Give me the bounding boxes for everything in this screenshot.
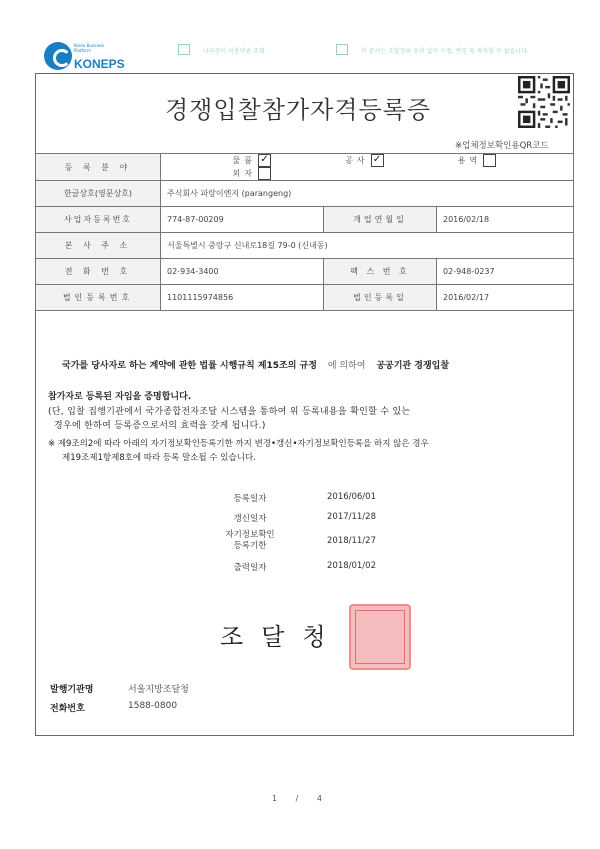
opened-label: 개업연월일 xyxy=(324,207,437,233)
corpdate-value: 2016/02/17 xyxy=(437,285,574,311)
category-construction: 공사 ✓ xyxy=(274,154,384,167)
header-note-left: 나라장터 이용약관 조회 xyxy=(203,48,265,55)
printed-date-label: 출력일자 xyxy=(233,563,267,573)
agency-label: 발행기관명 xyxy=(50,685,94,695)
bizno-value: 774-87-00209 xyxy=(161,207,324,233)
renewed-date-label: 갱신일자 xyxy=(233,514,267,524)
certify-line: 참가자로 등록된 자임을 증명합니다. xyxy=(48,392,192,402)
table-row xyxy=(36,259,574,285)
construction-checkbox[interactable]: ✓ xyxy=(371,154,384,167)
table-row xyxy=(36,285,574,311)
phone-label: 전 화 번 호 xyxy=(36,259,161,285)
qr-code[interactable] xyxy=(518,76,570,128)
proviso-line-2: 경우에 한하여 등록증으로서의 효력을 갖게 됩니다.) xyxy=(54,421,266,431)
monitor-icon xyxy=(336,44,348,55)
category-service: 용역 xyxy=(386,154,496,167)
tel-label: 전화번호 xyxy=(50,704,85,714)
registered-date-label: 등록일자 xyxy=(233,494,267,504)
foreign-checkbox[interactable] xyxy=(258,167,271,180)
category-label: 등 록 분 야 xyxy=(36,154,161,181)
self-check-deadline-value: 2018/11/27 xyxy=(327,536,376,546)
registration-table xyxy=(35,153,574,311)
table-row xyxy=(36,181,574,207)
company-label: 한글상호(영문상호) xyxy=(36,181,161,207)
table-row xyxy=(36,207,574,233)
opened-value: 2016/02/18 xyxy=(437,207,574,233)
corpdate-label: 법인등록일 xyxy=(324,285,437,311)
bizno-label: 사업자등록번호 xyxy=(36,207,161,233)
note-line-1: ※ 제9조의2에 따라 아래의 자기정보확인등록기한 까지 변경•갱신•자기정보확인등록을 하지 않은 경우 xyxy=(48,439,429,449)
company-value: 주식회사 파랑이엔지 (parangeng) xyxy=(161,181,574,207)
address-value: 서울특별시 중랑구 신내로18길 79-0 (신내동) xyxy=(161,233,574,259)
document-icon xyxy=(178,44,190,55)
page-indicator: 1 / 4 xyxy=(272,794,330,803)
header-note-right: 이 문서는 조달청의 동의 없이 수정, 변경 및 복사할 수 없습니다. xyxy=(361,48,529,55)
qr-note: ※업체정보확인용QR코드 xyxy=(455,141,549,151)
printed-date-value: 2018/01/02 xyxy=(327,561,376,571)
logo-tagline: Korea Business Platform xyxy=(74,43,105,53)
agency-value: 서울지방조달청 xyxy=(128,685,189,695)
renewed-date-value: 2017/11/28 xyxy=(327,512,376,522)
table-row xyxy=(36,154,574,181)
phone-value: 02-934-3400 xyxy=(161,259,324,285)
proviso-line-1: (단, 입찰 집행기관에서 국가종합전자조달 시스템을 통하여 위 등록내용을 확인할 수 있는 xyxy=(48,407,411,417)
category-goods: 물품 ✓ xyxy=(161,154,271,167)
category-foreign: 외자 xyxy=(161,167,271,180)
koneps-logo-icon xyxy=(44,42,72,70)
koneps-logo xyxy=(44,40,124,72)
self-check-deadline-label: 자기정보확인 등록기한 xyxy=(225,530,275,551)
logo-name: KONEPS xyxy=(74,57,125,71)
seal-border xyxy=(355,610,405,664)
registered-date-value: 2016/06/01 xyxy=(327,492,376,502)
fax-value: 02-948-0237 xyxy=(437,259,574,285)
address-label: 본 사 주 소 xyxy=(36,233,161,259)
legal-basis-line: 국가를 당사자로 하는 계약에 관한 법률 시행규칙 제15조의 규정 에 의하여 공공기관 경쟁입찰 xyxy=(62,361,450,371)
table-row xyxy=(36,233,574,259)
official-seal xyxy=(349,604,411,670)
tel-value: 1588-0800 xyxy=(128,701,178,711)
service-checkbox[interactable] xyxy=(483,154,496,167)
category-cell xyxy=(161,154,574,181)
goods-checkbox[interactable]: ✓ xyxy=(258,154,271,167)
fax-label: 팩 스 번 호 xyxy=(324,259,437,285)
note-line-2: 제19조제1항제8호에 따라 등록 말소될 수 있습니다. xyxy=(62,453,256,463)
issuer-name: 조달청 xyxy=(220,623,344,651)
corpno-value: 1101115974856 xyxy=(161,285,324,311)
corpno-label: 법인등록번호 xyxy=(36,285,161,311)
certificate-title: 경쟁입찰참가자격등록증 xyxy=(164,96,432,124)
